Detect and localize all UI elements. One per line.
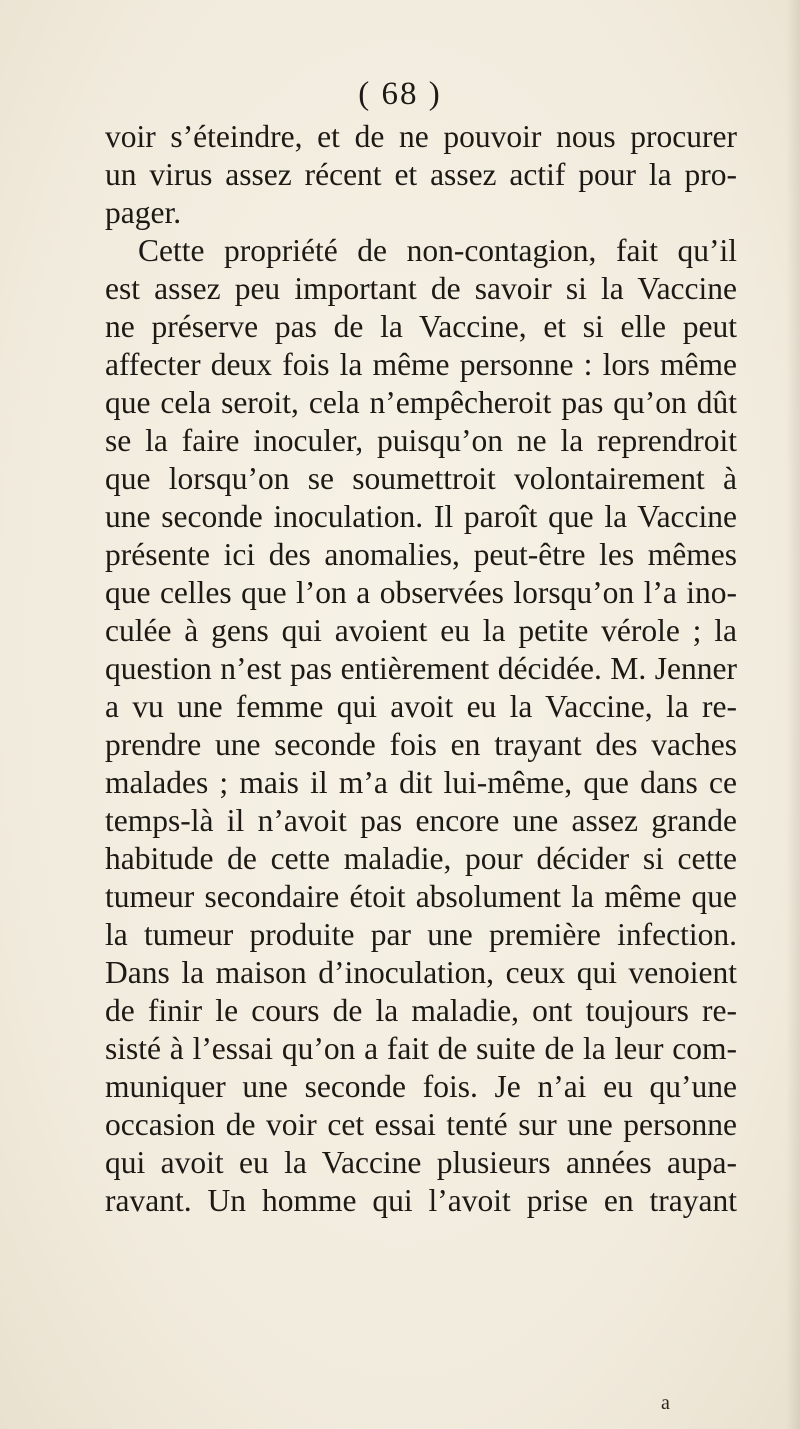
text-line: la tumeur produite par une première infection. — [105, 917, 737, 952]
text-line: prendre une seconde fois en trayant des vaches — [105, 727, 737, 762]
text-line: pager. — [105, 195, 182, 230]
text-line: voir s’éteindre, et de ne pouvoir nous procurer — [105, 119, 737, 154]
text-line: a vu une femme qui avoit eu la Vaccine, la re- — [105, 689, 737, 724]
text-line: une seconde inoculation. Il paroît que la Vaccine — [105, 499, 737, 534]
text-line: présente ici des anomalies, peut-être les mêmes — [105, 537, 737, 572]
text-line: que cela seroit, cela n’empêcheroit pas qu’on dût — [105, 385, 737, 420]
page-edge-shadow — [786, 0, 800, 1429]
text-line: sisté à l’essai qu’on a fait de suite de la leur com- — [105, 1031, 737, 1066]
text-line: ravant. Un homme qui l’avoit prise en trayant — [105, 1183, 737, 1218]
text-line: tumeur secondaire étoit absolument la même que — [105, 879, 737, 914]
text-line: malades ; mais il m’a dit lui-même, que dans ce — [105, 765, 737, 800]
text-line: est assez peu important de savoir si la Vaccine — [105, 271, 737, 306]
text-line: Dans la maison d’inoculation, ceux qui venoient — [105, 955, 737, 990]
text-line: qui avoit eu la Vaccine plusieurs années aupa- — [105, 1145, 737, 1180]
text-line: que lorsqu’on se soumettroit volontairement à — [105, 461, 737, 496]
text-line: occasion de voir cet essai tenté sur une personne — [105, 1107, 737, 1142]
text-line: de finir le cours de la maladie, ont toujours re- — [105, 993, 737, 1028]
text-line: habitude de cette maladie, pour décider si cette — [105, 841, 737, 876]
text-line: culée à gens qui avoient eu la petite vérole ; la — [105, 613, 737, 648]
page-number: ( 68 ) — [358, 76, 442, 112]
text-line: Cette propriété de non-contagion, fait qu’il — [138, 233, 737, 268]
text-line: un virus assez récent et assez actif pour la pro- — [105, 157, 737, 192]
text-line: question n’est pas entièrement décidée. M. Jenner — [105, 651, 737, 686]
text-line: ne préserve pas de la Vaccine, et si elle peut — [105, 309, 737, 344]
text-line: que celles que l’on a observées lorsqu’on l’a ino- — [105, 575, 737, 610]
text-line: affecter deux fois la même personne : lors même — [105, 347, 737, 382]
signature-mark: a — [661, 1392, 670, 1414]
text-line: se la faire inoculer, puisqu’on ne la reprendroit — [105, 423, 737, 458]
text-line: muniquer une seconde fois. Je n’ai eu qu’une — [105, 1069, 737, 1104]
text-line: temps-là il n’avoit pas encore une assez grande — [105, 803, 737, 838]
